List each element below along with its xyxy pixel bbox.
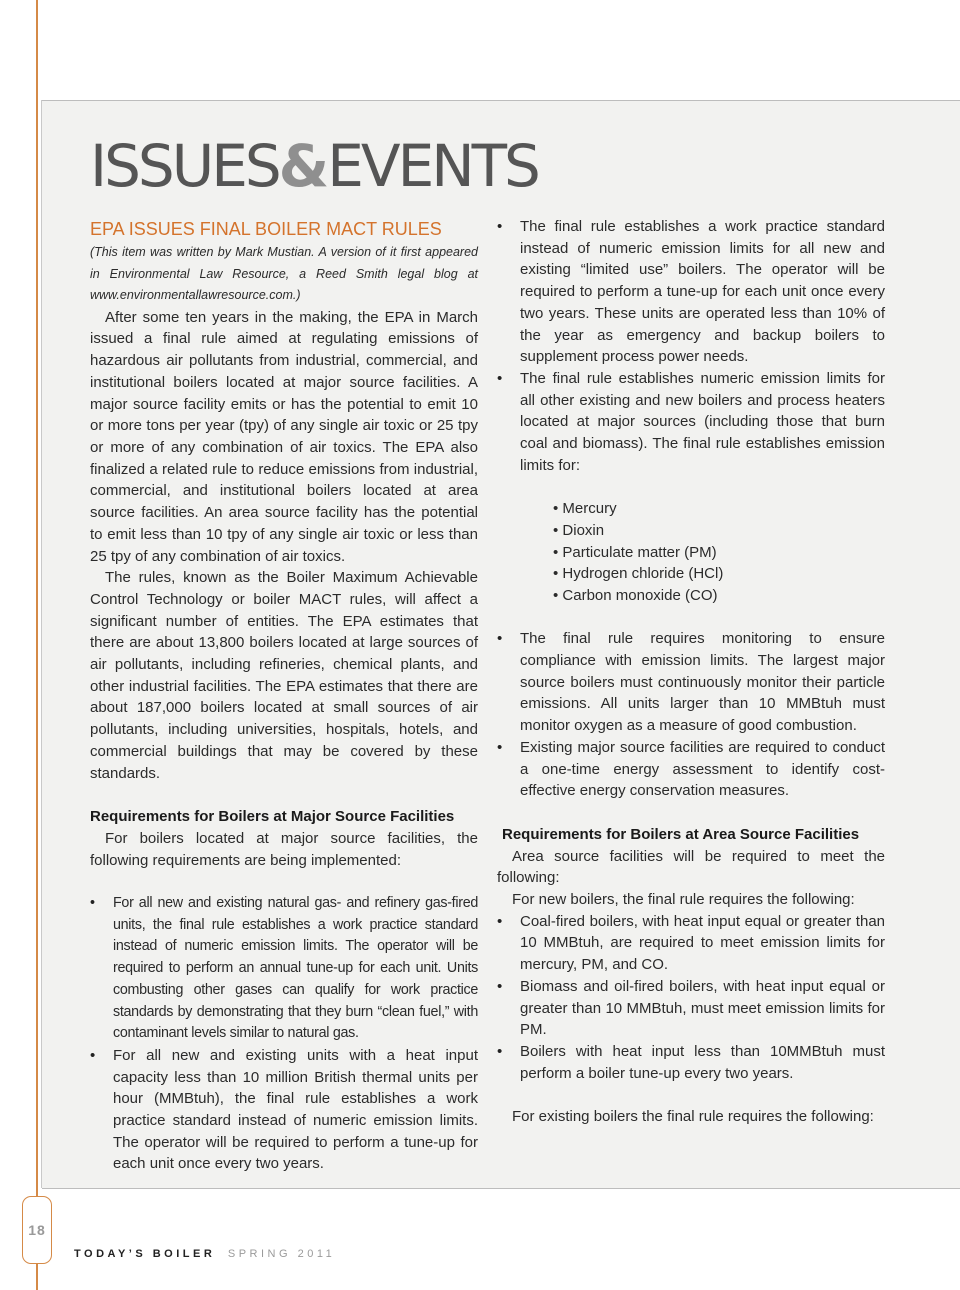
list-item: • The final rule establishes numeric emission limits for all other existing and new boilers and process heaters located at major sources (including those that burn coal and biomass). The final rule establishes emission limits for: <box>497 368 885 477</box>
major-source-heading: Requirements for Boilers at Major Source Facilities <box>90 807 455 825</box>
spacer <box>90 784 478 806</box>
left-column <box>90 216 478 1175</box>
section-title <box>90 128 538 204</box>
list-item: • For all new and existing natural gas- and refinery gas-fired units, the final rule establishes a work practice standard instead of numeric emission limits. The operator will be required to perform an annual tune-up for each unit. Units combusting other gases can qualify for work practice standards by demonstrating that they burn “clean fuel,” with contaminant levels similar to natural gas. <box>90 893 478 1045</box>
major-source-bullets-continued <box>497 216 885 476</box>
spacer <box>497 607 885 629</box>
major-source-bullets <box>90 893 478 1175</box>
paragraph-rules: The rules, known as the Boiler Maximum Achievable Control Technology or boiler MACT rules, will affect a significant number of entities. The EPA estimates that there are about 13,800 boilers located at large sources of air pollutants, including refineries, chemical plants, and other industrial facilities. The EPA estimates that there are about 187,000 boilers located at small sources of air pollutants, including universities, hospitals, hotels, and commercial buildings that may be covered by these standards. <box>90 569 478 782</box>
article-title: EPA ISSUES FINAL BOILER MACT RULES <box>90 219 442 239</box>
left-margin-rule <box>36 0 38 1290</box>
list-item: • The final rule establishes a work practice standard instead of numeric emission limits for all new and existing “limited use” boilers. The operator will be required to perform a tune-up for each unit once every two years. These units are operated less than 10% of the year as emergency and backup boilers to supplement process power needs. <box>497 216 885 368</box>
panel-left-border <box>41 100 42 1188</box>
pollutant-item: • Particulate matter (PM) <box>553 542 885 564</box>
spacer <box>497 476 885 498</box>
article-byline: (This item was written by Mark Mustian. A version of it first appeared in Environmental Law Resource, a Reed Smith legal blog at www.environmentallawresource.com.) <box>90 245 478 303</box>
footer <box>74 1248 335 1260</box>
section-title-issues: ISSUES <box>90 132 279 200</box>
area-source-bullets <box>497 911 885 1085</box>
pollutant-item: • Dioxin <box>553 520 885 542</box>
pollutant-item: • Mercury <box>553 498 885 520</box>
list-item: • Boilers with heat input less than 10MMBtuh must perform a boiler tune-up every two years. <box>497 1041 885 1084</box>
existing-boilers-intro: For existing boilers the final rule requires the following: <box>512 1108 874 1126</box>
list-item: • For all new and existing units with a heat input capacity less than 10 million British thermal units per hour (MMBtuh), the final rule establishes a work practice standard instead of numeric emission limits. The operator will be required to perform a tune-up for each unit once every two years. <box>90 1045 478 1175</box>
area-source-heading: Requirements for Boilers at Area Source Facilities <box>502 825 860 843</box>
section-title-events: EVENTS <box>327 132 538 200</box>
list-item: • The final rule requires monitoring to ensure compliance with emission limits. The largest major source boilers must continuously monitor their particle emissions. All units larger than 10 MMBtuh must monitor oxygen as a measure of good combustion. <box>497 628 885 737</box>
list-item: • Biomass and oil-fired boilers, with heat input equal or greater than 10 MMBtuh, must meet emission limits for PM. <box>497 976 885 1041</box>
section-title-ampersand: & <box>278 132 328 200</box>
major-source-intro: For boilers located at major source facilities, the following requirements are being implemented: <box>90 829 478 869</box>
spacer <box>497 802 885 824</box>
pollutant-item: • Hydrogen chloride (HCl) <box>553 563 885 585</box>
pollutant-item: • Carbon monoxide (CO) <box>553 585 885 607</box>
list-item: • Existing major source facilities are required to conduct a one-time energy assessment to identify cost-effective energy conservation measures. <box>497 737 885 802</box>
area-source-intro: Area source facilities will be required to meet the following: <box>497 847 885 887</box>
page-number: 18 <box>28 1222 46 1238</box>
issue-date: SPRING 2011 <box>227 1248 336 1260</box>
spacer <box>497 1084 885 1106</box>
pollutant-list <box>497 498 885 607</box>
list-item: • Coal-fired boilers, with heat input equal or greater than 10 MMBtuh, are required to meet emission limits for mercury, PM, and CO. <box>497 911 885 976</box>
magazine-name: TODAY’S BOILER <box>74 1248 216 1260</box>
new-boilers-intro: For new boilers, the final rule requires the following: <box>512 891 855 909</box>
monitoring-bullets <box>497 628 885 802</box>
spacer <box>90 871 478 893</box>
paragraph-intro: After some ten years in the making, the EPA in March issued a final rule aimed at regulating emissions of hazardous air pollutants from industrial, commercial, and institutional boilers located at major source facilities. A major source facility emits or has the potential to emit 10 or more tons per year (tpy) of any single air toxic or 25 tpy or more of any combination of air toxics. The EPA also finalized a related rule to reduce emissions from industrial, commercial, and institutional boilers located at area source facilities. An area source facility has the potential to emit less than 10 tpy of any single air toxic or less than 25 tpy of any combination of air toxics. <box>90 308 478 565</box>
right-column <box>497 216 885 1128</box>
